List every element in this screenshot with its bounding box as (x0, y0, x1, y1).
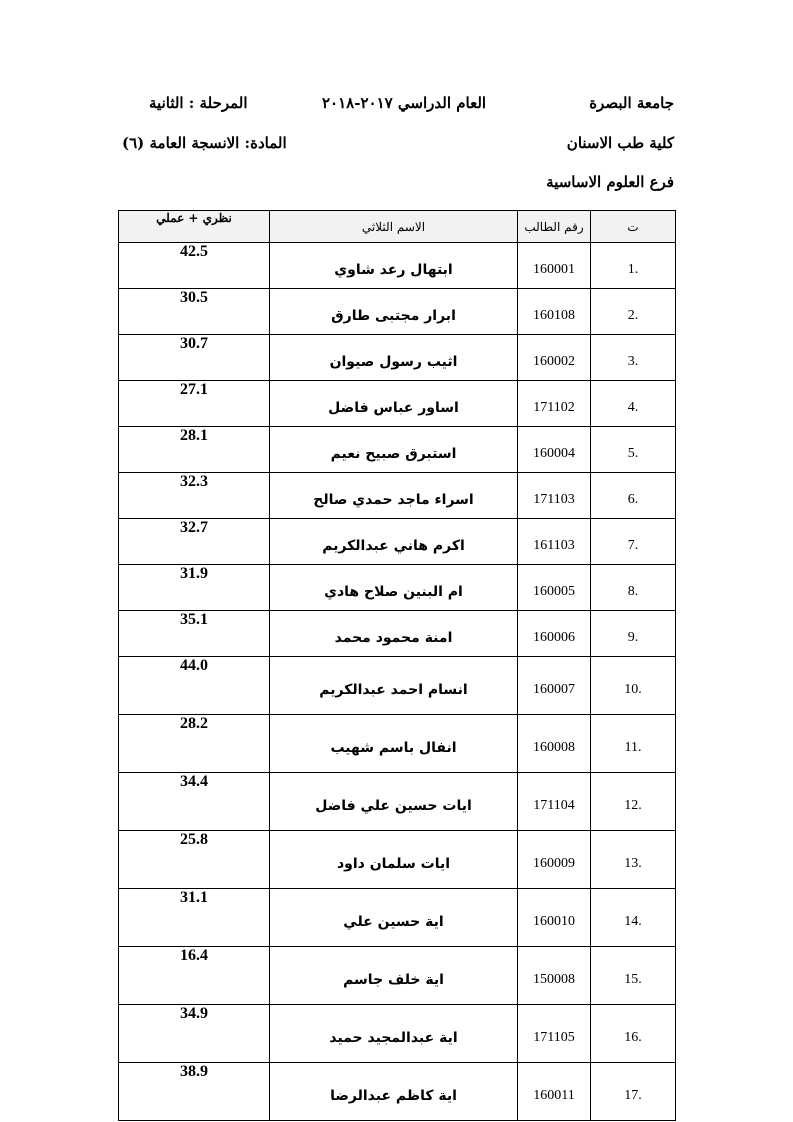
column-header-id: رقم الطالب (518, 211, 591, 243)
table-row (119, 1063, 676, 1121)
table-row (119, 427, 676, 473)
table-row (119, 831, 676, 889)
student-id-cell: 161103 (518, 519, 591, 565)
row-index-cell: 11. (591, 715, 676, 773)
table-row (119, 335, 676, 381)
table-row (119, 473, 676, 519)
column-header-grade: نظري + عملي (119, 211, 270, 243)
student-id-cell: 171104 (518, 773, 591, 831)
grade-cell: 31.9 (119, 565, 270, 611)
student-id-cell: 150008 (518, 947, 591, 1005)
row-index-cell: 13. (591, 831, 676, 889)
student-id-cell: 160009 (518, 831, 591, 889)
row-index-cell: 1. (591, 243, 676, 289)
student-name-cell: ام البنين صلاح هادي (270, 565, 518, 611)
row-index-cell: 8. (591, 565, 676, 611)
table-row (119, 565, 676, 611)
student-name-cell: اية خلف جاسم (270, 947, 518, 1005)
grade-cell: 31.1 (119, 889, 270, 947)
student-name-cell: انفال باسم شهيب (270, 715, 518, 773)
table-row (119, 519, 676, 565)
student-name-cell: ايات حسين علي فاضل (270, 773, 518, 831)
student-name-cell: امنة محمود محمد (270, 611, 518, 657)
student-name-cell: اساور عباس فاضل (270, 381, 518, 427)
student-id-cell: 160002 (518, 335, 591, 381)
student-id-cell: 160006 (518, 611, 591, 657)
grade-cell: 28.2 (119, 715, 270, 773)
grade-cell: 25.8 (119, 831, 270, 889)
table-row (119, 715, 676, 773)
student-id-cell: 160007 (518, 657, 591, 715)
university-name: جامعة البصرة (589, 94, 674, 112)
academic-year: العام الدراسي ٢٠١٧-٢٠١٨ (322, 94, 487, 112)
table-row (119, 947, 676, 1005)
branch-name: فرع العلوم الاساسية (546, 173, 674, 191)
row-index-cell: 7. (591, 519, 676, 565)
college-name: كلية طب الاسنان (566, 134, 674, 152)
student-name-cell: اية عبدالمجيد حميد (270, 1005, 518, 1063)
table-row (119, 611, 676, 657)
student-id-cell: 160008 (518, 715, 591, 773)
row-index-cell: 10. (591, 657, 676, 715)
row-index-cell: 12. (591, 773, 676, 831)
table-row (119, 657, 676, 715)
student-name-cell: اكرم هاني عبدالكريم (270, 519, 518, 565)
row-index-cell: 6. (591, 473, 676, 519)
grade-cell: 32.3 (119, 473, 270, 519)
row-index-cell: 3. (591, 335, 676, 381)
student-id-cell: 160108 (518, 289, 591, 335)
student-id-cell: 160001 (518, 243, 591, 289)
stage-label: المرحلة : الثانية (149, 94, 248, 112)
student-name-cell: اسراء ماجد حمدي صالح (270, 473, 518, 519)
grade-cell: 42.5 (119, 243, 270, 289)
table-header-row (119, 211, 676, 243)
student-id-cell: 160010 (518, 889, 591, 947)
grades-table (118, 210, 676, 1121)
grade-cell: 34.9 (119, 1005, 270, 1063)
student-name-cell: اية حسين علي (270, 889, 518, 947)
row-index-cell: 14. (591, 889, 676, 947)
table-row (119, 1005, 676, 1063)
row-index-cell: 5. (591, 427, 676, 473)
student-id-cell: 160011 (518, 1063, 591, 1121)
student-name-cell: انسام احمد عبدالكريم (270, 657, 518, 715)
student-id-cell: 160005 (518, 565, 591, 611)
grade-cell: 38.9 (119, 1063, 270, 1121)
student-name-cell: اثيب رسول صيوان (270, 335, 518, 381)
table-row (119, 381, 676, 427)
row-index-cell: 4. (591, 381, 676, 427)
grade-cell: 34.4 (119, 773, 270, 831)
column-header-name: الاسم الثلاثي (270, 211, 518, 243)
grade-cell: 27.1 (119, 381, 270, 427)
student-id-cell: 171105 (518, 1005, 591, 1063)
student-name-cell: ابتهال رعد شاوي (270, 243, 518, 289)
table-row (119, 889, 676, 947)
subject-label: المادة: الانسجة العامة (٦) (122, 134, 287, 152)
table-row (119, 773, 676, 831)
student-id-cell: 171102 (518, 381, 591, 427)
row-index-cell: 2. (591, 289, 676, 335)
student-name-cell: استبرق صبيح نعيم (270, 427, 518, 473)
row-index-cell: 17. (591, 1063, 676, 1121)
student-name-cell: ابرار مجتبى طارق (270, 289, 518, 335)
student-name-cell: اية كاظم عبدالرضا (270, 1063, 518, 1121)
row-index-cell: 15. (591, 947, 676, 1005)
student-id-cell: 171103 (518, 473, 591, 519)
row-index-cell: 9. (591, 611, 676, 657)
row-index-cell: 16. (591, 1005, 676, 1063)
grade-cell: 16.4 (119, 947, 270, 1005)
grade-cell: 35.1 (119, 611, 270, 657)
grade-cell: 30.5 (119, 289, 270, 335)
grade-cell: 32.7 (119, 519, 270, 565)
grade-cell: 44.0 (119, 657, 270, 715)
student-name-cell: ايات سلمان داود (270, 831, 518, 889)
grade-cell: 28.1 (119, 427, 270, 473)
table-row (119, 243, 676, 289)
table-row (119, 289, 676, 335)
grade-cell: 30.7 (119, 335, 270, 381)
student-id-cell: 160004 (518, 427, 591, 473)
column-header-index: ت (591, 211, 676, 243)
